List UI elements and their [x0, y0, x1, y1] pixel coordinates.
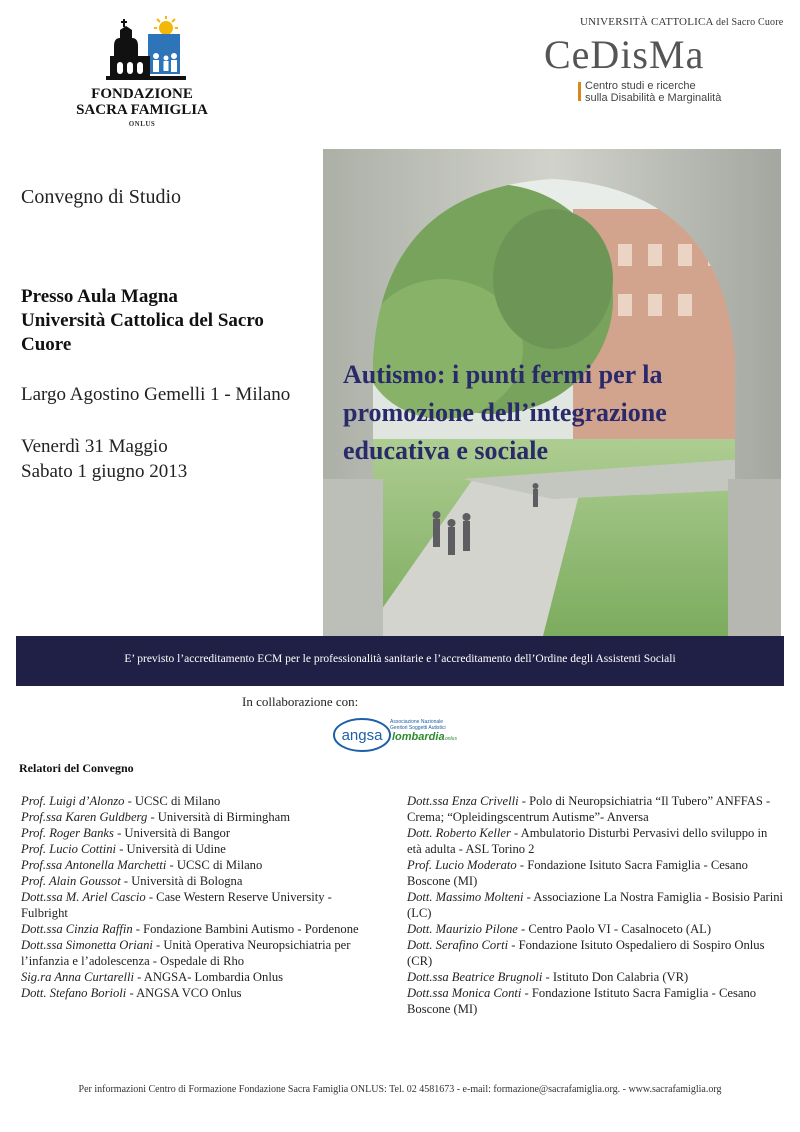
speakers-left-column — [21, 793, 381, 1001]
event-address: Largo Agostino Gemelli 1 - Milano — [21, 384, 291, 405]
conference-title — [343, 356, 783, 470]
venue-line1: Presso Aula Magna — [21, 286, 178, 307]
speaker-entry — [21, 809, 381, 825]
speaker-name: Dott.ssa Simonetta Oriani — [21, 938, 153, 952]
speaker-affiliation: - Centro Paolo VI - Casalnoceto (AL) — [517, 922, 712, 936]
event-type: Convegno di Studio — [21, 186, 182, 208]
speaker-entry — [407, 857, 785, 889]
accreditation-banner — [16, 636, 784, 686]
foundation-onlus: ONLUS — [128, 120, 156, 128]
speaker-name: Prof. Alain Goussot — [21, 874, 121, 888]
speaker-affiliation: - Fondazione Isituto Ospedaliero di Sospiro Onlus (CR) — [407, 938, 765, 968]
angsa-sub-line1: Associazione Nazionale — [390, 719, 444, 725]
event-venue — [21, 285, 311, 357]
foundation-name-line2: SACRA FAMIGLIA — [76, 102, 208, 118]
speaker-entry — [21, 937, 381, 969]
cedisma-subtitle-line1: Centro studi e ricerche — [585, 80, 696, 92]
speaker-affiliation: - Università di Bangor — [113, 826, 231, 840]
speaker-entry — [21, 969, 381, 985]
speaker-name: Dott.ssa Cinzia Raffin — [21, 922, 133, 936]
angsa-lombardia: lombardia — [392, 731, 445, 743]
speaker-affiliation: - Fondazione Isituto Sacra Famiglia - Cesano Boscone (MI) — [407, 858, 748, 888]
speaker-entry — [407, 969, 785, 985]
accreditation-text: E’ previsto l’accreditamento ECM per le professionalità sanitarie e l’accreditamento dell’Ordine degli Assistenti Sociali — [124, 653, 676, 665]
speaker-name: Prof. Roger Banks — [21, 826, 114, 840]
cedisma-subtitle — [585, 80, 785, 104]
speaker-affiliation: - Unità Operativa Neuropsichiatria per l’infanzia e l’adolescenza - Ospedale di Rho — [21, 938, 351, 968]
angsa-text: angsa — [341, 727, 383, 744]
speaker-entry — [407, 921, 785, 937]
event-dates — [21, 434, 187, 484]
speaker-affiliation: - Case Western Reserve University - Fulbright — [21, 890, 332, 920]
speaker-entry — [21, 825, 381, 841]
speaker-entry — [407, 985, 785, 1017]
university-suffix: del Sacro Cuore — [716, 17, 784, 28]
speaker-name: Dott. Serafino Corti — [407, 938, 509, 952]
cedisma-accent-bar — [578, 82, 581, 101]
speaker-name: Prof.ssa Antonella Marchetti — [21, 858, 167, 872]
speaker-name: Dott.ssa Enza Crivelli — [407, 794, 519, 808]
speaker-name: Prof. Lucio Moderato — [407, 858, 517, 872]
conference-title-line3: educativa e sociale — [343, 436, 549, 465]
speaker-affiliation: - UCSC di Milano — [124, 794, 221, 808]
university-name — [580, 16, 784, 28]
foundation-name — [58, 86, 226, 118]
speaker-affiliation: - Ambulatorio Disturbi Pervasivi dello sviluppo in età adulta - ASL Torino 2 — [407, 826, 768, 856]
foundation-name-line1: FONDAZIONE — [91, 86, 193, 102]
church-family-logo-icon — [106, 16, 188, 88]
contact-footer: Per informazioni Centro di Formazione Fondazione Sacra Famiglia ONLUS: Tel. 02 4581673 - e-mail: formazione@sacrafamiglia.org. - www.sacrafamiglia.org — [78, 1084, 722, 1095]
speaker-name: Sig.ra Anna Curtarelli — [21, 970, 135, 984]
speaker-affiliation: - Associazione La Nostra Famiglia - Bosisio Parini (LC) — [407, 890, 784, 920]
speaker-affiliation: - ANGSA- Lombardia Onlus — [134, 970, 284, 984]
speakers-right-column — [407, 793, 785, 1017]
angsa-onlus: onlus — [445, 736, 457, 742]
angsa-logo-icon — [332, 713, 460, 753]
speaker-affiliation: - Università di Udine — [116, 842, 226, 856]
speaker-entry — [21, 889, 381, 921]
speaker-affiliation: - Università di Bologna — [120, 874, 243, 888]
speaker-name: Dott. Stefano Borioli — [21, 986, 127, 1000]
speaker-affiliation: - UCSC di Milano — [166, 858, 263, 872]
speaker-name: Prof. Luigi d’Alonzo — [21, 794, 125, 808]
speaker-entry — [21, 873, 381, 889]
speaker-affiliation: - Istituto Don Calabria (VR) — [542, 970, 689, 984]
speaker-entry — [407, 889, 785, 921]
event-date-2: Sabato 1 giugno 2013 — [21, 461, 188, 482]
speaker-name: Dott.ssa Monica Conti — [407, 986, 522, 1000]
speaker-affiliation: - Polo di Neuropsichiatria “Il Tubero” ANFFAS - Crema; “Opleidingscentrum Autisme”- Anversa — [407, 794, 771, 824]
angsa-sub-line2: Genitori Soggetti Autistici — [390, 725, 446, 731]
university-title: UNIVERSITÀ CATTOLICA — [580, 16, 714, 28]
speaker-name: Dott. Maurizio Pilone — [407, 922, 518, 936]
speaker-name: Dott.ssa Beatrice Brugnoli — [407, 970, 543, 984]
speaker-entry — [21, 793, 381, 809]
speaker-entry — [407, 825, 785, 857]
collaboration-label: In collaborazione con: — [242, 694, 359, 709]
speaker-entry — [21, 985, 381, 1001]
speaker-entry — [21, 857, 381, 873]
speaker-entry — [407, 937, 785, 969]
event-date-1: Venerdì 31 Maggio — [21, 436, 168, 457]
venue-line2: Università Cattolica del Sacro — [21, 310, 264, 331]
venue-line3: Cuore — [21, 334, 72, 355]
conference-title-line1: Autismo: i punti fermi per la — [343, 360, 663, 389]
speaker-entry — [21, 921, 381, 937]
speaker-affiliation: - ANGSA VCO Onlus — [126, 986, 242, 1000]
speaker-affiliation: - Università di Birmingham — [147, 810, 291, 824]
conference-title-line2: promozione dell’integrazione — [343, 398, 667, 427]
speakers-title: Relatori del Convegno — [19, 761, 134, 775]
speaker-name: Prof.ssa Karen Guldberg — [21, 810, 148, 824]
fondazione-sacra-famiglia-logo — [58, 16, 226, 134]
speaker-entry — [407, 793, 785, 825]
speaker-name: Dott. Roberto Keller — [407, 826, 511, 840]
speaker-affiliation: - Fondazione Bambini Autismo - Pordenone — [132, 922, 359, 936]
speaker-entry — [21, 841, 381, 857]
speaker-affiliation: - Fondazione Istituto Sacra Famiglia - Cesano Boscone (MI) — [407, 986, 757, 1016]
cedisma-subtitle-line2: sulla Disabilità e Marginalità — [585, 92, 722, 104]
cedisma-logo: CeDisMa — [544, 32, 705, 77]
speaker-name: Dott. Massimo Molteni — [407, 890, 524, 904]
speaker-name: Prof. Lucio Cottini — [21, 842, 117, 856]
speaker-name: Dott.ssa M. Ariel Cascio — [21, 890, 146, 904]
